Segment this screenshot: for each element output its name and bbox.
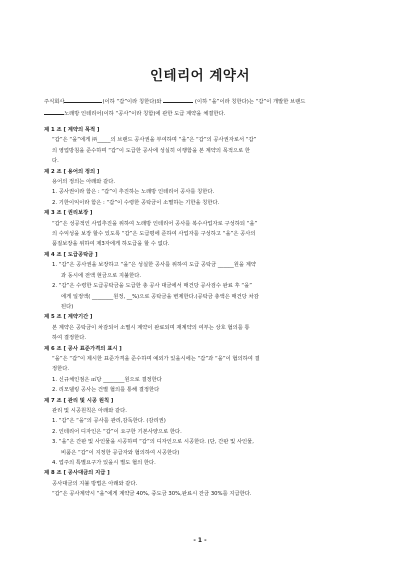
article-line: 본 계약은 공탁금이 차감되어 소멸시 계약이 완료되며 재계약의 여부는 상호 협의를 통 <box>52 324 250 331</box>
blank-line <box>163 96 193 103</box>
article-line: 된다) <box>61 303 74 310</box>
intro-part4: 노래방 인테리어(이하 “공사”이라 칭함)에 관한 도급 계약을 체결한다. <box>64 110 226 117</box>
blank-line <box>44 108 64 115</box>
contract-body <box>44 125 362 500</box>
article-line: 용어의 정의는 아래와 같다. <box>52 179 116 186</box>
page-number: - 1 - <box>193 537 207 544</box>
article-heading: 제 1 조 [ 계약의 목적 ] <box>44 127 100 133</box>
article-line: 다. <box>52 158 59 165</box>
article-line: 2. 기한이익이라 함은 : “갑”이 수령한 공탁금이 소멸하는 기한을 칭한다. <box>52 199 220 206</box>
article-line: “을”은 “갑”이 제시한 표준가격을 준수하며 예외가 있을시에는 “갑”과 “을”이 협의하여 결 <box>52 355 260 362</box>
article-line: 3. “을”은 간판 및 사인물을 시공하며 “갑”의 디자인으로 시공한다. (단, 간판 및 사인물, <box>52 439 254 446</box>
article-line: 품질보장을 위하여 제3자에게 하도급을 할 수 없다. <box>52 241 170 248</box>
article-line: 1. “갑”은 공사권을 보장하고 “을”은 성실한 공사를 위하여 도급 공탁금 ______원을 계약 <box>52 262 256 269</box>
blank-line <box>64 96 102 103</box>
intro-part2: (이하 “갑”이라 칭한다)와 <box>102 99 162 105</box>
article-line: 1. 공사권이라 함은 : “갑”이 추진하는 노래방 인테리어 공사를 칭한다. <box>52 189 215 196</box>
article-line: 에게 일정액( ________원정, __%)으로 공탁금을 변제한다.(공탁금 총액은 매건당 차감 <box>61 293 259 300</box>
article-line: 1. “갑”은 “을”의 공사를 관리,감독한다. (감리권) <box>52 418 166 425</box>
document-title: 인테리어 계약서 <box>150 68 250 84</box>
article-line: 1. 신규체인점은 ㎡당 ________원으로 결정한다 <box>52 376 162 383</box>
article-line: 정한다. <box>52 366 70 373</box>
article-heading: 제 7 조 [ 관리 및 시공 원칙 ] <box>44 397 114 404</box>
intro-part3: (이하 “을”이라 칭한다)는 “갑”이 개발한 브랜드 <box>194 99 306 105</box>
article-heading: 제 5 조 [ 계약기간 ] <box>44 314 93 321</box>
article-line: 4. 업주의 특별요구가 있을시 별도 협의 한다. <box>52 460 156 466</box>
article-line: 2. 리모델링 공사는 건별 협의를 통해 결정한다 <box>52 387 160 394</box>
intro-paragraph <box>44 96 362 119</box>
article-line: 공사대금의 지불 방법은 아래와 같다. <box>52 480 138 487</box>
article-line: 과 동시에 전액 현금으로 지불한다. <box>61 272 142 279</box>
article-line: 비품은 “갑”이 지정한 공급자와 협의하여 시공한다) <box>61 449 180 456</box>
article-line: “갑”은 성공적인 사업추진을 위하여 노래방 인테리어 공사를 복수사업자로 구성하되 “을” <box>52 220 258 227</box>
article-line: 의 영업방침을 준수하며 “갑”이 도급한 공사에 성실히 이행함을 본 계약의 목적으로 한 <box>52 147 250 154</box>
article-line: 의 수익성을 보장 할수 있도록 “갑”은 도급평에 준하여 사업자를 구성하고 “을”은 공사의 <box>52 231 256 238</box>
article-heading: 제 6 조 [ 공사 표준가격의 표시 ] <box>44 345 122 352</box>
article-heading: 제 2 조 [ 용어의 정의 ] <box>44 168 100 175</box>
article-heading: 제 4 조 [ 도급공탁금 ] <box>44 251 98 258</box>
article-line: 2. 인테리어 디자인은 “갑”이 요구한 기본사양으로 한다. <box>52 428 182 435</box>
intro-part1: 주식회사 <box>44 99 65 105</box>
article-line: “갑”은 “을”에게 ㈜_____의 브랜드 공사권을 부여하며 “을”은 “갑”의 공사권자로서 “갑” <box>52 137 257 144</box>
article-line: 관리 및 시공원칙은 아래와 같다. <box>52 407 127 414</box>
article-heading: 제 3 조 [ 권리보장 ] <box>44 210 93 217</box>
article-line: 하여 결정한다. <box>52 335 87 342</box>
article-line: “갑”은 공사계약시 “을”에게 계약금 40%, 중도금 30%,완료시 잔금 30%를 지급한다. <box>52 491 252 498</box>
article-line: 2. “갑”은 수령한 도급공탁금을 도급한 총 공사 대금에서 매건당 공사검수 완료 후 “을” <box>52 283 252 290</box>
article-heading: 제 8 조 [ 공사대금의 지급 ] <box>44 470 110 477</box>
